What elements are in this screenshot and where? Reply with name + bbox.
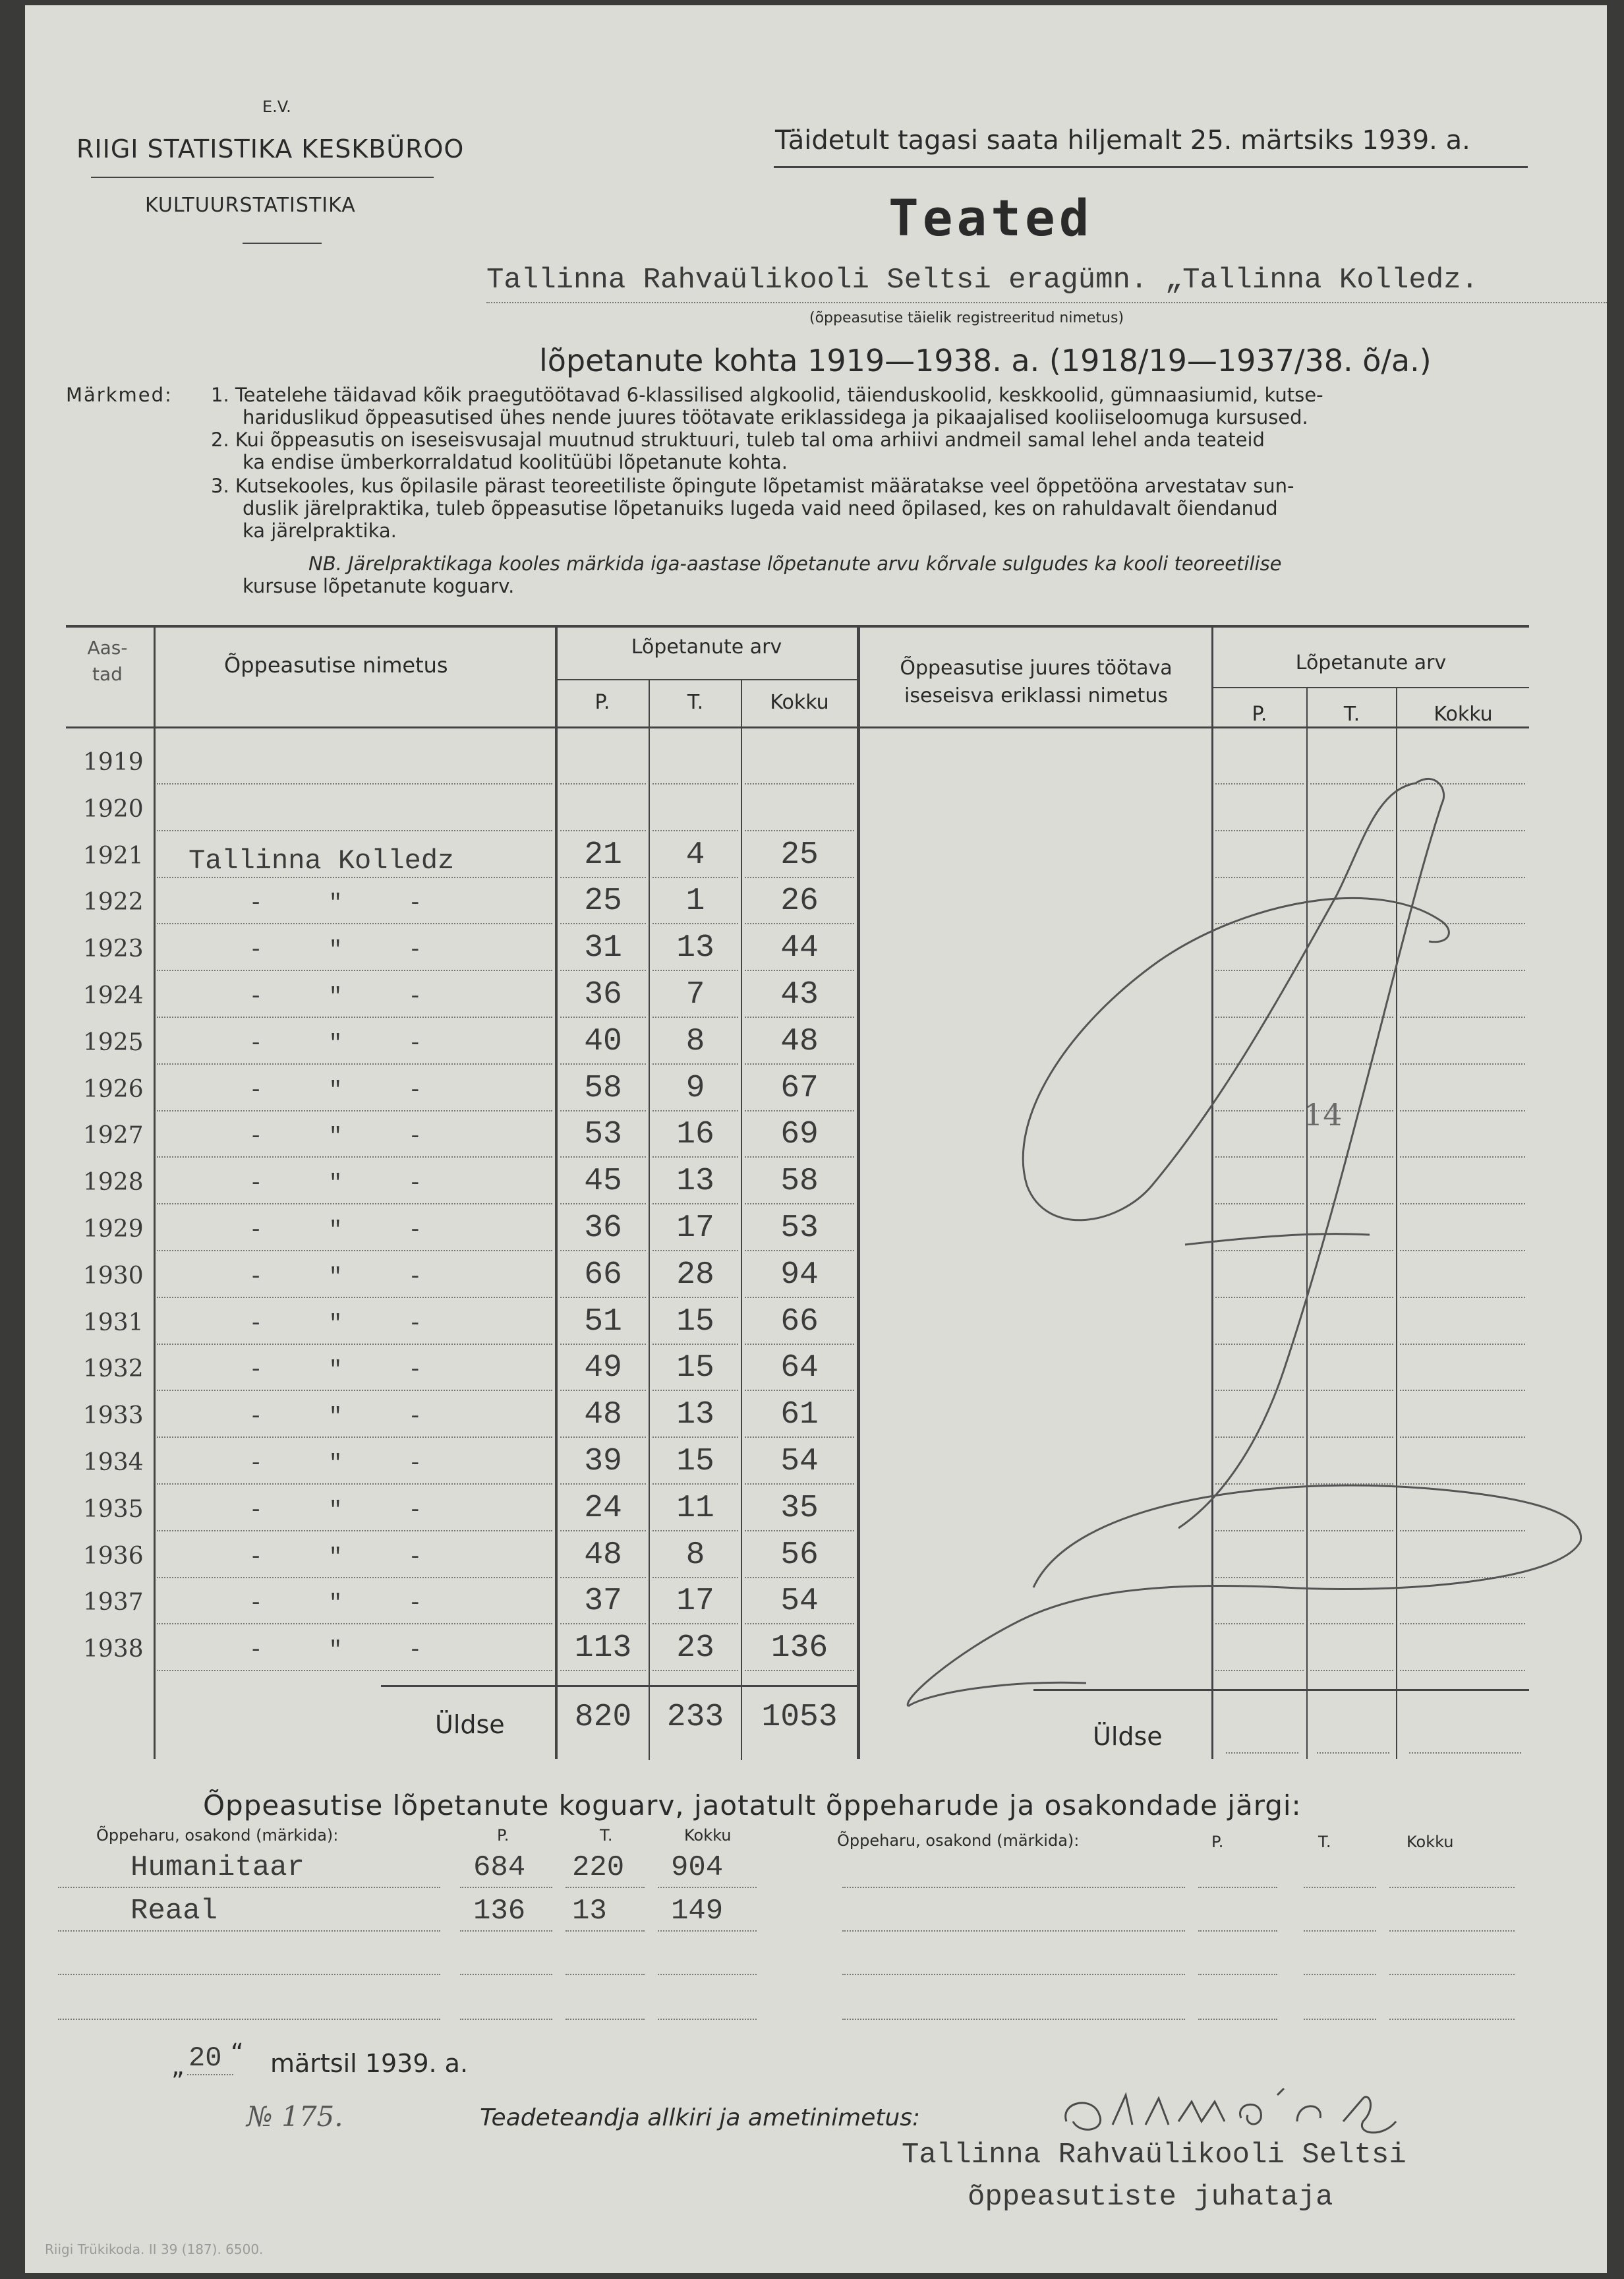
summary-branch: Humanitaar	[130, 1851, 305, 1884]
header-p: P.	[594, 691, 610, 714]
row-p: 45	[584, 1164, 622, 1199]
subtitle: lõpetanute kohta 1919—1938. a. (1918/19—1937/38. õ/a.)	[539, 343, 1432, 378]
row-t: 13	[676, 1164, 714, 1199]
summary-col-t-2: T.	[1318, 1833, 1331, 1851]
summary-guide-line	[1198, 2019, 1277, 2020]
summary-guide-line	[842, 1887, 1185, 1888]
row-institution-name: - " -	[249, 1498, 449, 1524]
row-institution-name: - " -	[249, 1638, 449, 1663]
row-p: 36	[584, 1210, 622, 1246]
row-total: 26	[780, 883, 819, 919]
summary-guide-line	[566, 1974, 645, 1975]
row-guide-line	[560, 830, 646, 831]
row-t: 4	[685, 837, 705, 873]
row-institution-name: Tallinna Kolledz	[188, 845, 455, 877]
header-year-2: tad	[92, 663, 123, 685]
row-guide-line	[652, 1390, 738, 1391]
handwritten-signature	[1053, 2082, 1422, 2141]
row-guide-line	[652, 1344, 738, 1345]
summary-guide-line	[1198, 1974, 1277, 1975]
summary-t: 13	[572, 1895, 607, 1928]
row-year: 1930	[83, 1262, 144, 1289]
row-total: 53	[780, 1210, 819, 1246]
row-guide-line	[745, 1063, 854, 1065]
summary-guide-line	[842, 1930, 1185, 1932]
row-guide-line	[157, 1670, 552, 1671]
summary-col-branch-2: Õppeharu, osakond (märkida):	[837, 1831, 1080, 1850]
signer-title: õppeasutiste juhataja	[968, 2181, 1333, 2214]
row-t: 15	[676, 1444, 714, 1479]
table-header-bottom	[66, 726, 1529, 728]
row-guide-line	[745, 1390, 854, 1391]
row-year: 1928	[83, 1169, 144, 1196]
row-t: 13	[676, 930, 714, 966]
row-year: 1931	[83, 1309, 144, 1336]
summary-guide-line	[566, 1887, 645, 1888]
note-1a: 1. Teatelehe täidavad kõik praegutöötavad 6-klassilised algkoolid, täienduskoolid, keskkoolid, gümnaasiumid, kutse-	[211, 384, 1323, 406]
institution-name: Tallinna Rahvaülikooli Seltsi eragümn. „Tallinna Kolledz.	[486, 264, 1479, 297]
date-rest: märtsil 1939. a.	[270, 2049, 469, 2078]
total2-p-line	[1226, 1752, 1298, 1754]
row-guide-line	[560, 877, 646, 878]
row-p: 48	[584, 1537, 622, 1573]
row-guide-line	[745, 783, 854, 784]
row-p: 49	[584, 1350, 622, 1386]
row-guide-line	[745, 1297, 854, 1298]
header-total: Kokku	[770, 691, 829, 714]
col-divider-p	[649, 679, 650, 1760]
summary-guide-line	[566, 2019, 645, 2020]
header-t: T.	[687, 691, 704, 714]
row-institution-name: - " -	[249, 1079, 449, 1104]
row-year: 1927	[83, 1122, 144, 1149]
row-guide-line	[157, 830, 552, 831]
summary-col-total-2: Kokku	[1406, 1833, 1454, 1851]
summary-guide-line	[58, 1887, 440, 1888]
summary-guide-line	[1304, 2019, 1376, 2020]
deadline-note: Täidetult tagasi saata hiljemalt 25. märtsiks 1939. a.	[775, 125, 1470, 156]
row-guide-line	[560, 1203, 646, 1204]
institution-caption: (õppeasutise täielik registreeritud nimetus)	[809, 310, 1124, 326]
summary-guide-line	[1389, 1930, 1515, 1932]
row-institution-name: - " -	[249, 1171, 449, 1197]
row-guide-line	[560, 1017, 646, 1018]
col-divider-total	[857, 625, 860, 1759]
row-guide-line	[745, 1577, 854, 1578]
summary-branch: Reaal	[130, 1895, 218, 1928]
row-guide-line	[157, 1344, 552, 1345]
header-p2: P.	[1252, 703, 1267, 726]
total-label-2: Üldse	[1093, 1722, 1163, 1751]
row-year: 1934	[83, 1449, 144, 1476]
row-year: 1933	[83, 1402, 144, 1429]
row-p: 37	[584, 1583, 622, 1619]
row-guide-line	[560, 1670, 646, 1671]
row-guide-line	[745, 1530, 854, 1531]
ev-label: E.V.	[262, 98, 291, 116]
notes-label: Märkmed:	[66, 384, 173, 406]
row-p: 51	[584, 1304, 622, 1340]
department-rule	[243, 243, 322, 244]
document-page	[25, 5, 1607, 2273]
row-institution-name: - " -	[249, 1032, 449, 1057]
row-guide-line	[560, 1623, 646, 1624]
summary-guide-line	[1304, 1930, 1376, 1932]
date-quote-open: „	[171, 2052, 185, 2081]
row-guide-line	[157, 1623, 552, 1624]
row-guide-line	[560, 1577, 646, 1578]
row-institution-name: - " -	[249, 1545, 449, 1570]
row-guide-line	[652, 1297, 738, 1298]
row-guide-line	[652, 1530, 738, 1531]
row-guide-line	[745, 923, 854, 924]
summary-guide-line	[658, 1887, 757, 1888]
total2-total-line	[1409, 1752, 1521, 1754]
row-p: 113	[574, 1630, 632, 1666]
row-guide-line	[560, 1063, 646, 1065]
row-total: 35	[780, 1491, 819, 1526]
row-guide-line	[652, 830, 738, 831]
row-total: 67	[780, 1071, 819, 1106]
row-guide-line	[652, 923, 738, 924]
row-t: 11	[676, 1491, 714, 1526]
summary-guide-line	[460, 1974, 552, 1975]
summary-p: 684	[473, 1851, 526, 1884]
row-guide-line	[745, 1110, 854, 1111]
header-institution-name: Õppeasutise nimetus	[224, 653, 448, 678]
summary-col-branch: Õppeharu, osakond (märkida):	[96, 1826, 339, 1845]
row-guide-line	[652, 1250, 738, 1251]
row-guide-line	[157, 1577, 552, 1578]
date-day-line	[187, 2074, 233, 2075]
bureau-rule	[91, 177, 434, 178]
row-institution-name: - " -	[249, 985, 449, 1010]
row-t: 17	[676, 1583, 714, 1619]
total2-t-line	[1317, 1752, 1389, 1754]
row-total: 94	[780, 1257, 819, 1293]
row-institution-name: - " -	[249, 1312, 449, 1337]
signer-organization: Tallinna Rahvaülikooli Seltsi	[902, 2139, 1406, 2172]
summary-guide-line	[1198, 1887, 1277, 1888]
row-guide-line	[652, 783, 738, 784]
header-special-2: iseseisva eriklassi nimetus	[904, 684, 1168, 707]
row-total: 61	[780, 1397, 819, 1433]
total-p: 820	[574, 1700, 632, 1735]
note-3b: duslik järelpraktika, tuleb õppeasutise lõpetanuiks lugeda vaid need õpilased, kes on rahuldavalt õiendanud	[243, 497, 1278, 519]
signature-label: Teadeteandja allkiri ja ametinimetus:	[480, 2104, 921, 2131]
row-total: 69	[780, 1117, 819, 1152]
row-p: 48	[584, 1397, 622, 1433]
row-total: 25	[780, 837, 819, 873]
summary-t: 220	[572, 1851, 625, 1884]
summary-guide-line	[460, 2019, 552, 2020]
row-guide-line	[157, 923, 552, 924]
total-t: 233	[666, 1700, 724, 1735]
row-t: 9	[685, 1071, 705, 1106]
summary-col-t: T.	[600, 1826, 613, 1845]
row-year: 1924	[83, 982, 144, 1009]
summary-total: 904	[671, 1851, 724, 1884]
row-p: 58	[584, 1071, 622, 1106]
row-guide-line	[560, 970, 646, 971]
summary-p: 136	[473, 1895, 526, 1928]
row-guide-line	[652, 1110, 738, 1111]
row-guide-line	[560, 923, 646, 924]
row-guide-line	[157, 1390, 552, 1391]
row-p: 24	[584, 1491, 622, 1526]
row-guide-line	[652, 1577, 738, 1578]
deadline-rule	[774, 166, 1528, 168]
summary-col-p-2: P.	[1211, 1833, 1224, 1851]
row-guide-line	[157, 1156, 552, 1158]
institution-line	[486, 302, 1607, 303]
row-guide-line	[652, 970, 738, 971]
header-special-1: Õppeasutise juures töötava	[900, 657, 1173, 680]
summary-guide-line	[1389, 1887, 1515, 1888]
row-t: 8	[685, 1537, 705, 1573]
totals-top-rule	[381, 1685, 859, 1687]
row-guide-line	[652, 1670, 738, 1671]
row-year: 1919	[83, 749, 144, 776]
summary-total: 149	[671, 1895, 724, 1928]
note-1b: hariduslikud õppeasutised ühes nende juures töötavate eriklassidega ja pikaajalised kooliiseloomuga kursused.	[243, 406, 1308, 429]
row-guide-line	[652, 1063, 738, 1065]
row-year: 1921	[83, 843, 144, 870]
summary-guide-line	[658, 1930, 757, 1932]
row-t: 16	[676, 1117, 714, 1152]
summary-guide-line	[842, 2019, 1185, 2020]
summary-col-p: P.	[497, 1826, 509, 1845]
row-total: 54	[780, 1583, 819, 1619]
row-guide-line	[652, 1436, 738, 1438]
header-total2: Kokku	[1434, 703, 1493, 726]
row-p: 53	[584, 1117, 622, 1152]
summary-guide-line	[842, 1974, 1185, 1975]
row-total: 56	[780, 1537, 819, 1573]
row-guide-line	[745, 1670, 854, 1671]
row-total: 48	[780, 1024, 819, 1059]
header-grads2: Lõpetanute arv	[1295, 651, 1447, 674]
summary-guide-line	[460, 1887, 552, 1888]
date-quote-close: “	[231, 2038, 244, 2067]
row-institution-name: - " -	[249, 938, 449, 963]
note-2b: ka endise ümberkorraldatud koolitüübi lõpetanute kohta.	[243, 451, 788, 473]
document-number: № 175.	[246, 2100, 343, 2133]
note-nb-a: NB. Järelpraktikaga kooles märkida iga-aastase lõpetanute arvu kõrvale sulgudes ka kooli teoreetilise	[308, 552, 1282, 575]
note-nb-b: kursuse lõpetanute koguarv.	[243, 575, 515, 597]
row-guide-line	[157, 970, 552, 971]
row-guide-line	[745, 970, 854, 971]
summary-guide-line	[658, 1974, 757, 1975]
row-p: 36	[584, 977, 622, 1013]
summary-col-total: Kokku	[684, 1826, 732, 1845]
summary-guide-line	[1198, 1930, 1277, 1932]
row-guide-line	[745, 1156, 854, 1158]
row-guide-line	[560, 1390, 646, 1391]
row-year: 1922	[83, 889, 144, 916]
row-p: 31	[584, 930, 622, 966]
side-annotation: 14	[1304, 1097, 1343, 1133]
row-t: 28	[676, 1257, 714, 1293]
row-institution-name: - " -	[249, 1452, 449, 1477]
row-t: 15	[676, 1350, 714, 1386]
row-t: 23	[676, 1630, 714, 1666]
row-guide-line	[745, 1436, 854, 1438]
summary-guide-line	[58, 1930, 440, 1932]
summary-heading: Õppeasutise lõpetanute koguarv, jaotatult õppeharude ja osakondade järgi:	[203, 1789, 1302, 1821]
row-guide-line	[652, 1203, 738, 1204]
header-grads: Lõpetanute arv	[631, 636, 782, 659]
row-total: 43	[780, 977, 819, 1013]
row-p: 39	[584, 1444, 622, 1479]
row-guide-line	[157, 1110, 552, 1111]
note-3a: 3. Kutsekooles, kus õpilasile pärast teoreetiliste õpingute lõpetamist määratakse veel õppetööna arvestatav sun-	[211, 475, 1294, 497]
row-guide-line	[157, 783, 552, 784]
row-guide-line	[157, 1203, 552, 1204]
document-title: Teated	[888, 189, 1093, 247]
row-total: 66	[780, 1304, 819, 1340]
summary-guide-line	[58, 2019, 440, 2020]
row-p: 21	[584, 837, 622, 873]
summary-guide-line	[460, 1930, 552, 1932]
grads-subheader-rule	[556, 679, 857, 680]
row-guide-line	[652, 1156, 738, 1158]
row-guide-line	[157, 1017, 552, 1018]
row-year: 1923	[83, 935, 144, 962]
col-divider-name	[555, 625, 558, 1759]
row-guide-line	[745, 1250, 854, 1251]
row-guide-line	[652, 1017, 738, 1018]
row-guide-line	[560, 1436, 646, 1438]
row-institution-name: - " -	[249, 1591, 449, 1616]
row-year: 1936	[83, 1543, 144, 1570]
row-guide-line	[560, 1483, 646, 1485]
row-year: 1932	[83, 1355, 144, 1382]
row-guide-line	[745, 1344, 854, 1345]
row-t: 17	[676, 1210, 714, 1246]
note-3c: ka järelpraktika.	[243, 519, 397, 542]
row-p: 40	[584, 1024, 622, 1059]
row-institution-name: - " -	[249, 1265, 449, 1290]
row-guide-line	[157, 1436, 552, 1438]
row-year: 1920	[83, 796, 144, 823]
row-guide-line	[745, 1483, 854, 1485]
total-label: Üldse	[435, 1710, 505, 1739]
row-guide-line	[560, 1250, 646, 1251]
summary-guide-line	[658, 2019, 757, 2020]
row-institution-name: - " -	[249, 1405, 449, 1430]
row-guide-line	[157, 1297, 552, 1298]
row-total: 44	[780, 930, 819, 966]
department-name: KULTUURSTATISTIKA	[145, 194, 356, 217]
summary-guide-line	[1304, 1887, 1376, 1888]
note-2a: 2. Kui õppeasutis on iseseisvusajal muutnud struktuuri, tuleb tal oma arhiivi andmeil samal lehel anda teateid	[211, 429, 1265, 451]
row-guide-line	[652, 1483, 738, 1485]
header-t2: T.	[1343, 703, 1360, 726]
row-guide-line	[157, 1530, 552, 1531]
row-guide-line	[745, 1017, 854, 1018]
summary-guide-line	[1389, 2019, 1515, 2020]
row-institution-name: - " -	[249, 1218, 449, 1243]
row-t: 13	[676, 1397, 714, 1433]
row-guide-line	[560, 1530, 646, 1531]
row-total: 58	[780, 1164, 819, 1199]
row-guide-line	[560, 783, 646, 784]
header-year-1: Aas-	[87, 637, 128, 659]
row-institution-name: - " -	[249, 891, 449, 916]
row-t: 8	[685, 1024, 705, 1059]
row-institution-name: - " -	[249, 1358, 449, 1383]
row-guide-line	[157, 1250, 552, 1251]
summary-guide-line	[1304, 1974, 1376, 1975]
row-guide-line	[157, 1483, 552, 1485]
grads2-subheader-rule	[1211, 687, 1529, 688]
row-guide-line	[157, 1063, 552, 1065]
row-guide-line	[560, 1156, 646, 1158]
row-guide-line	[560, 1344, 646, 1345]
row-institution-name: - " -	[249, 1125, 449, 1150]
row-total: 54	[780, 1444, 819, 1479]
total-total: 1053	[761, 1700, 838, 1735]
row-year: 1929	[83, 1216, 144, 1243]
table-top-rule	[66, 625, 1529, 628]
row-total: 136	[770, 1630, 828, 1666]
row-guide-line	[745, 1203, 854, 1204]
row-t: 1	[685, 883, 705, 919]
row-guide-line	[560, 1110, 646, 1111]
row-year: 1935	[83, 1496, 144, 1523]
date-day: 20	[188, 2042, 222, 2074]
summary-guide-line	[566, 1930, 645, 1932]
summary-guide-line	[58, 1974, 440, 1975]
row-p: 25	[584, 883, 622, 919]
row-p: 66	[584, 1257, 622, 1293]
col-divider-year	[154, 625, 156, 1759]
col-divider-t	[741, 679, 742, 1760]
row-year: 1925	[83, 1029, 144, 1056]
row-t: 15	[676, 1304, 714, 1340]
row-guide-line	[560, 1297, 646, 1298]
printer-imprint: Riigi Trükikoda. II 39 (187). 6500.	[45, 2241, 264, 2257]
row-guide-line	[745, 1623, 854, 1624]
row-guide-line	[652, 877, 738, 878]
summary-guide-line	[1389, 1974, 1515, 1975]
row-t: 7	[685, 977, 705, 1013]
row-total: 64	[780, 1350, 819, 1386]
bureau-name: RIIGI STATISTIKA KESKBÜROO	[76, 134, 465, 163]
row-guide-line	[157, 877, 552, 878]
row-year: 1938	[83, 1636, 144, 1663]
row-guide-line	[652, 1623, 738, 1624]
row-year: 1937	[83, 1589, 144, 1616]
row-guide-line	[745, 830, 854, 831]
row-guide-line	[745, 877, 854, 878]
handwritten-strikeout-mark	[875, 763, 1607, 1719]
row-year: 1926	[83, 1076, 144, 1103]
